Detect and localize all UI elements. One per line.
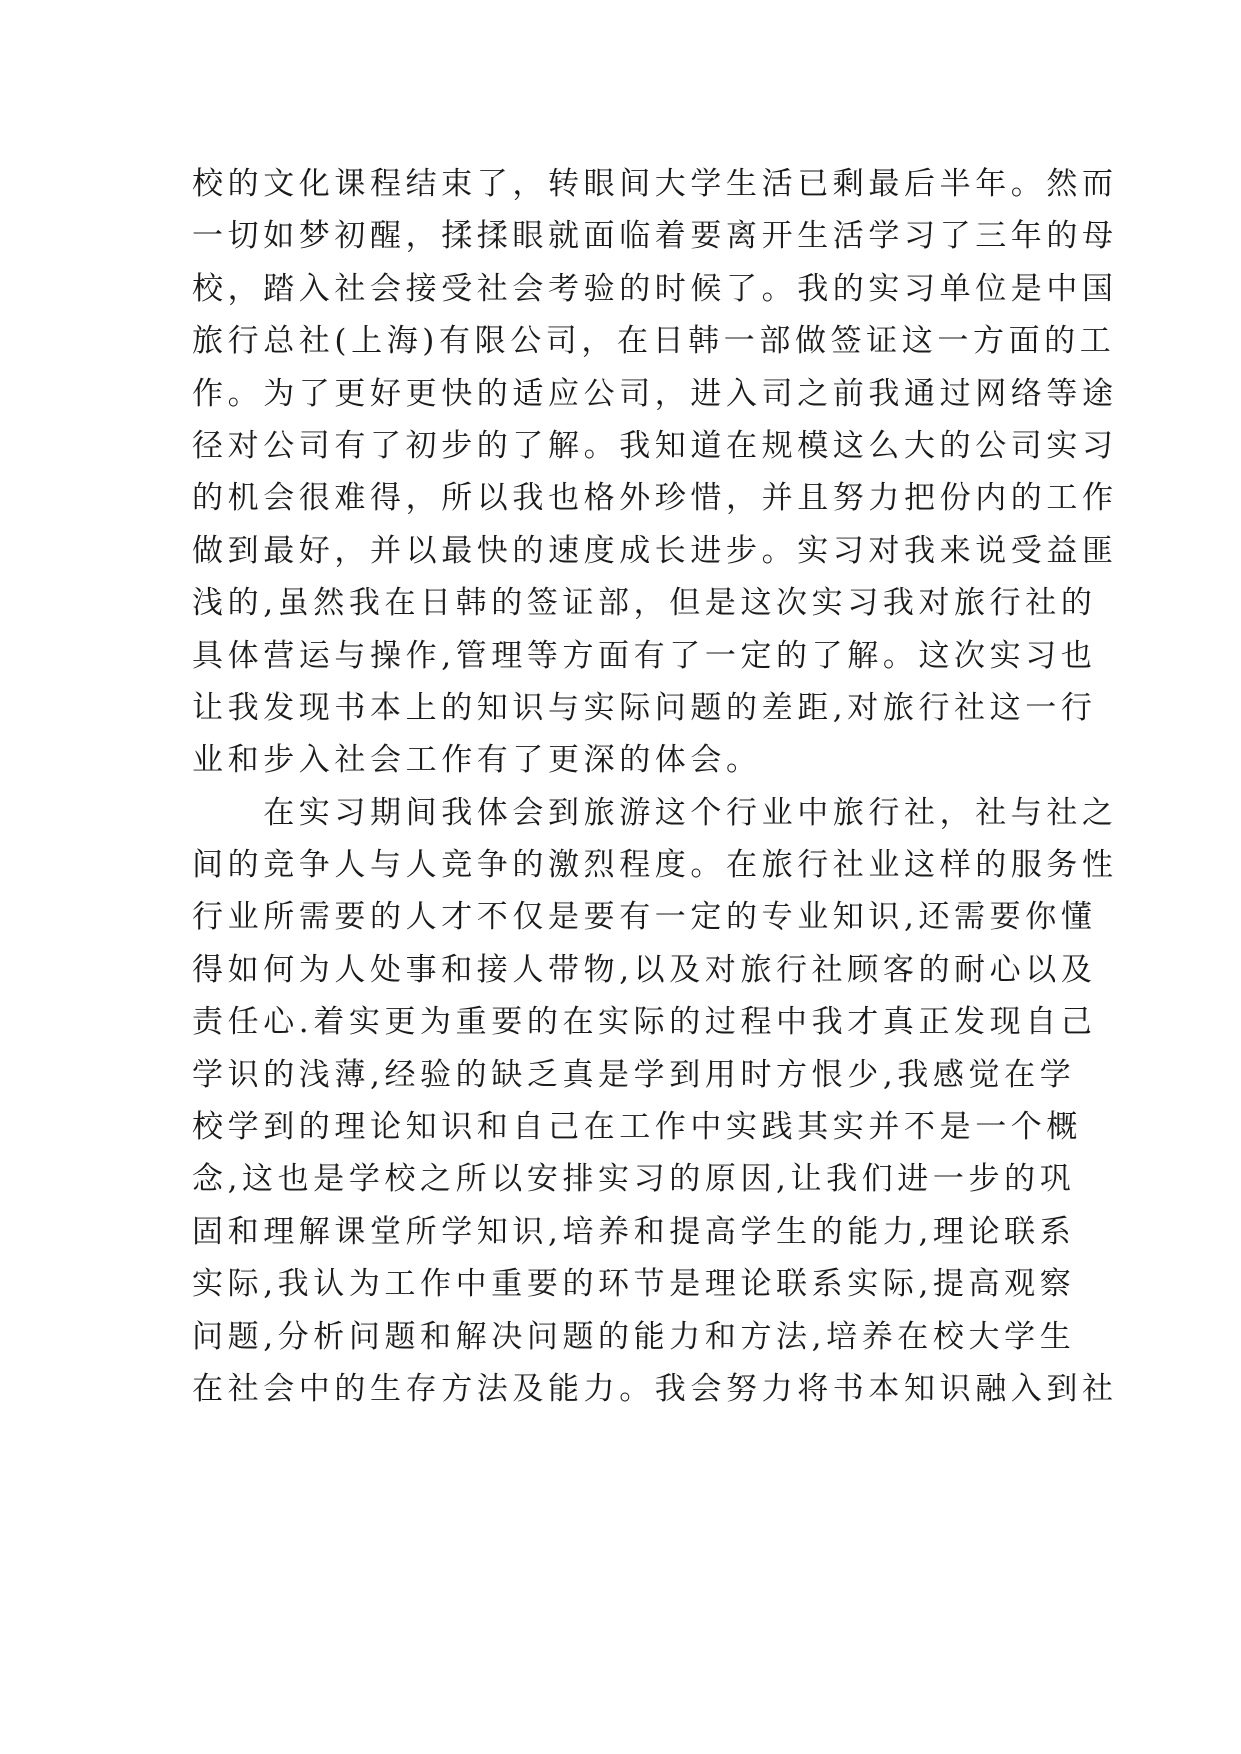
- text-line: 让我发现书本上的知识与实际问题的差距,对旅行社这一行: [192, 689, 1097, 726]
- text-line: 作。为了更好更快的适应公司，进入司之前我通过网络等途: [192, 375, 1118, 412]
- text-line: 校学到的理论知识和自己在工作中实践其实并不是一个概: [192, 1109, 1082, 1146]
- text-line: 责任心.着实更为重要的在实际的过程中我才真正发现自己: [192, 1004, 1097, 1041]
- text-line: 径对公司有了初步的了解。我知道在规模这么大的公司实习: [192, 427, 1118, 464]
- text-line: 问题,分析问题和解决问题的能力和方法,培养在校大学生: [192, 1318, 1076, 1355]
- text-line: 实际,我认为工作中重要的环节是理论联系实际,提高观察: [192, 1266, 1076, 1303]
- text-line: 的机会很难得，所以我也格外珍惜，并且努力把份内的工作: [192, 480, 1118, 517]
- text-line: 校，踏入社会接受社会考验的时候了。我的实习单位是中国: [192, 270, 1118, 307]
- paragraph-first-line: 在实习期间我体会到旅游这个行业中旅行社，社与社之: [192, 794, 1118, 831]
- text-line: 在社会中的生存方法及能力。我会努力将书本知识融入到社: [192, 1370, 1118, 1407]
- text-line: 校的文化课程结束了，转眼间大学生活已剩最后半年。然而: [192, 166, 1118, 202]
- text-line: 间的竞争人与人竞争的激烈程度。在旅行社业这样的服务性: [192, 847, 1118, 884]
- text-line: 浅的,虽然我在日韩的签证部，但是这次实习我对旅行社的: [192, 585, 1097, 622]
- text-line: 念,这也是学校之所以安排实习的原因,让我们进一步的巩: [192, 1161, 1076, 1198]
- text-line: 具体营运与操作,管理等方面有了一定的了解。这次实习也: [192, 637, 1097, 674]
- text-line: 得如何为人处事和接人带物,以及对旅行社顾客的耐心以及: [192, 951, 1097, 988]
- text-line: 业和步入社会工作有了更深的体会。: [192, 742, 762, 779]
- text-line: 行业所需要的人才不仅是要有一定的专业知识,还需要你懂: [192, 899, 1097, 936]
- text-line: 一切如梦初醒，揉揉眼就面临着要离开生活学习了三年的母: [192, 218, 1118, 255]
- body-text: [192, 158, 1118, 1415]
- text-line: 旅行总社(上海)有限公司，在日韩一部做签证这一方面的工: [192, 323, 1116, 360]
- text-line: 做到最好，并以最快的速度成长进步。实习对我来说受益匪: [192, 532, 1118, 569]
- text-line: 固和理解课堂所学知识,培养和提高学生的能力,理论联系: [192, 1213, 1076, 1250]
- text-line: 学识的浅薄,经验的缺乏真是学到用时方恨少,我感觉在学: [192, 1056, 1076, 1093]
